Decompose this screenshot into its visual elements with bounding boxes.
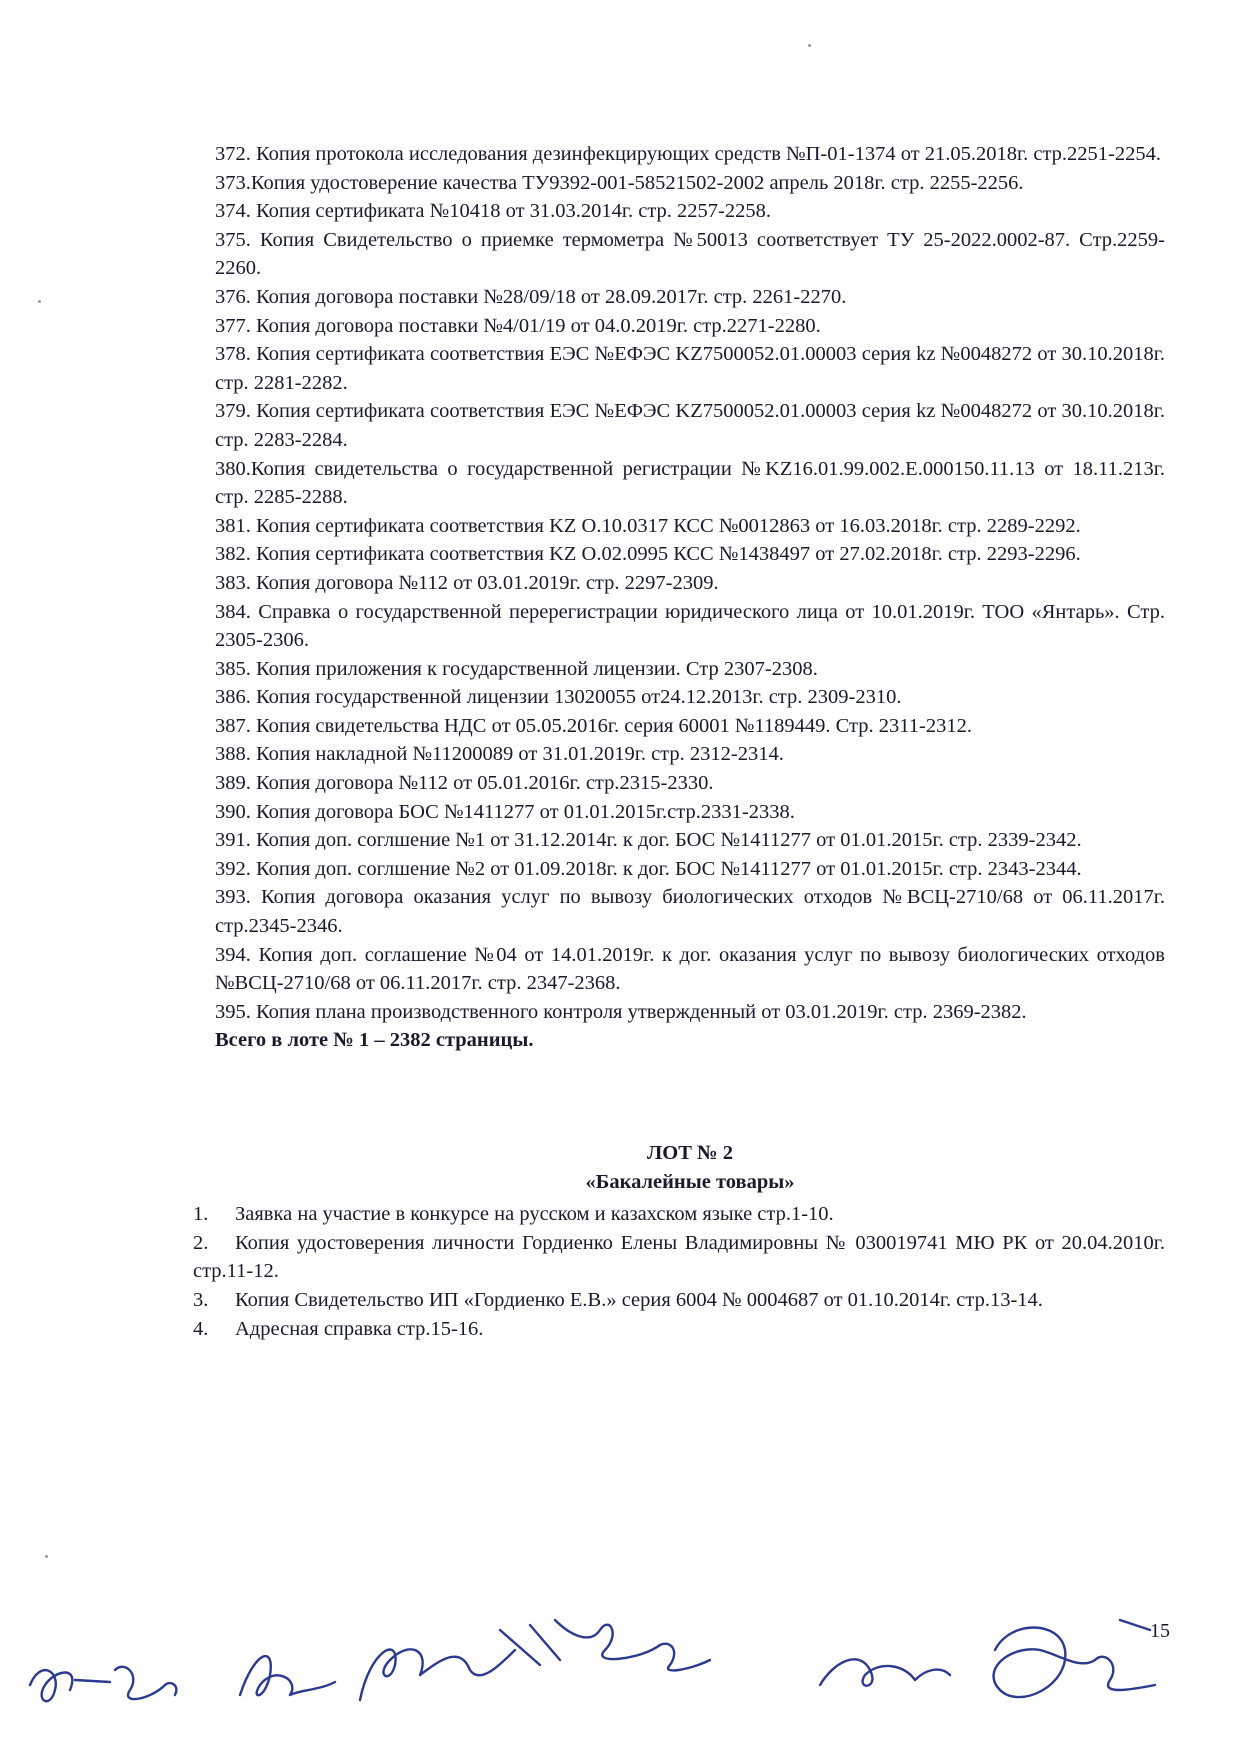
document-item: 388. Копия накладной №11200089 от 31.01.2019г. стр. 2312-2314. [215,743,784,766]
lot-item [193,1315,1165,1344]
document-item: 373.Копия удостоверение качества ТУ9392-001-58521502-2002 апрель 2018г. стр. 2255-2256. [215,171,1024,194]
document-item: 379. Копия сертификата соответствия ЕЭС №ЕФЭС KZ7500052.01.00003 серия kz №0048272 от 30.10.2018г. стр. 2283-2284. [215,400,1165,451]
signature-mark [994,1620,1155,1697]
signature-mark [240,1656,335,1695]
scan-speck [808,44,811,47]
scan-speck [45,1555,48,1558]
document-item: 380.Копия свидетельства о государственной регистрации №KZ16.01.99.002.Е.000150.11.13 от 18.11.213г. стр. 2285-2288. [215,457,1165,509]
lot-item-text: Копия Свидетельство ИП «Гордиенко Е.В.» серия 6004 № 0004687 от 01.10.2014г. стр.13-14. [235,1288,1043,1311]
lot-item-text: Адресная справка стр.15-16. [235,1317,484,1340]
document-item: 374. Копия сертификата №10418 от 31.03.2014г. стр. 2257-2258. [215,200,772,223]
lot-item-text: Копия удостоверения личности Гордиенко Елены Владимировны № 030019741 МЮ РК от 20.04.2010г. стр.11-12. [193,1231,1165,1283]
document-item: 387. Копия свидетельства НДС от 05.05.2016г. серия 60001 №1189449. Стр. 2311-2312. [215,714,972,737]
document-body [193,140,1165,1343]
document-item: 386. Копия государственной лицензии 13020055 от24.12.2013г. стр. 2309-2310. [215,686,902,709]
scan-speck [38,300,41,303]
document-item: 376. Копия договора поставки №28/09/18 от 28.09.2017г. стр. 2261-2270. [215,285,847,308]
document-item: 395. Копия плана производственного контроля утвержденный от 03.01.2019г. стр. 2369-2382. [215,1000,1027,1023]
lot-subtitle: «Бакалейные товары» [585,1170,795,1193]
lot-item [193,1229,1165,1286]
lot-item-number: 4. [193,1317,209,1340]
signature-mark [500,1620,710,1670]
document-item: 394. Копия доп. соглашение №04 от 14.01.2019г. к дог. оказания услуг по вывозу биологических отходов №ВСЦ-2710/68 от 06.11.2017г. стр. 2347-2368. [215,943,1165,995]
lot-title: ЛОТ № 2 [647,1142,733,1164]
signatures-area [0,1590,1240,1753]
document-item: 382. Копия сертификата соответствия KZ О.02.0995 КСС №1438497 от 27.02.2018г. стр. 2293-2296. [215,543,1081,566]
page-number: 15 [1150,1620,1170,1642]
lot-items-list [193,1200,1165,1343]
document-item: 381. Копия сертификата соответствия KZ О.10.0317 КСС №0012863 от 16.03.2018г. стр. 2289-2292. [215,514,1081,537]
lot-item [193,1286,1165,1315]
lot-item-text: Заявка на участие в конкурсе на русском и казахском языке стр.1-10. [235,1203,834,1226]
lot-item-number: 2. [193,1231,209,1254]
lot-total: Всего в лоте № 1 – 2382 страницы. [215,1029,534,1052]
document-item: 392. Копия доп. соглшение №2 от 01.09.2018г. к дог. БОС №1411277 от 01.01.2015г. стр. 2343-2344. [215,857,1082,880]
document-item: 393. Копия договора оказания услуг по вывозу биологических отходов №ВСЦ-2710/68 от 06.11.2017г. стр.2345-2346. [215,886,1165,938]
document-item: 383. Копия договора №112 от 03.01.2019г. стр. 2297-2309. [215,571,719,594]
document-item: 384. Справка о государственной перерегистрации юридического лица от 10.01.2019г. ТОО «Янтарь». Стр. 2305-2306. [215,600,1165,652]
document-item: 391. Копия доп. соглшение №1 от 31.12.2014г. к дог. БОС №1411277 от 01.01.2015г. стр. 2339-2342. [215,829,1082,852]
document-item: 372. Копия протокола исследования дезинфекцирующих средств №П-01-1374 от 21.05.2018г. стр.2251-2254. [215,143,1161,165]
document-item: 378. Копия сертификата соответствия ЕЭС №ЕФЭС KZ7500052.01.00003 серия kz №0048272 от 30.10.2018г. стр. 2281-2282. [215,343,1165,394]
document-item: 385. Копия приложения к государственной лицензии. Стр 2307-2308. [215,657,818,680]
document-item: 377. Копия договора поставки №4/01/19 от 04.0.2019г. стр.2271-2280. [215,314,821,337]
signature-mark [820,1659,950,1685]
document-item: 389. Копия договора №112 от 05.01.2016г. стр.2315-2330. [215,772,714,795]
items-list [215,140,1165,1026]
document-item: 375. Копия Свидетельство о приемке термометра №50013 соответствует ТУ 25-2022.0002-87. Стр.2259-2260. [215,228,1165,280]
signature-mark [360,1649,515,1700]
lot-item-number: 1. [193,1203,209,1226]
signature-mark [30,1667,176,1701]
lot-header [215,1139,1165,1196]
document-item: 390. Копия договора БОС №1411277 от 01.01.2015г.стр.2331-2338. [215,800,795,823]
lot-item-number: 3. [193,1288,209,1311]
lot-item [193,1200,1165,1229]
